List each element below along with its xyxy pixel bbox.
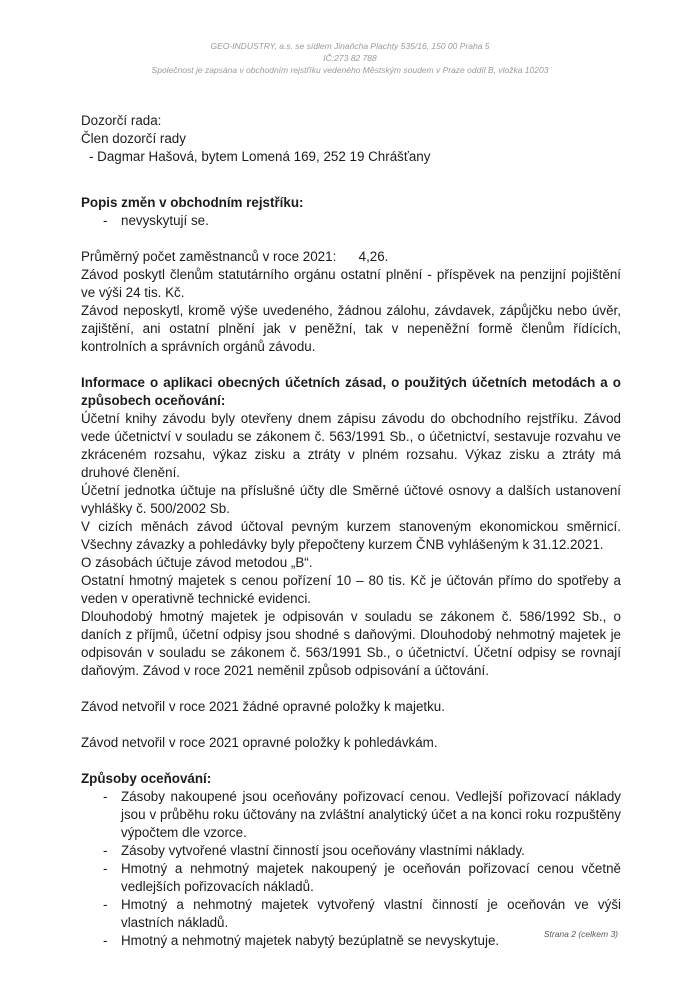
valuation-item — [81, 788, 621, 842]
principles-paragraph-accounts: Účetní jednotka účtuje na příslušné účty dle Směrné účtové osnovy a dalších ustanovení vyhlášky č. 500/2002 Sb. — [81, 483, 621, 516]
valuation-item-text: Hmotný a nehmotný majetek nakoupený je oceňován pořizovací cenou včetně vedlejších pořizovacích nákladů. — [121, 861, 621, 894]
principles-paragraph-depreciation: Dlouhodobý hmotný majetek je odpisován v souladu se zákonem č. 586/1992 Sb., o daních z příjmů, účetní odpisy jsou shodné s daňovými. Dlouhodobý nehmotný majetek je odpisován v souladu se zákonem č. 563/1991 Sb., o účetnictví. Účetní odpisy se rovnají daňovým. Závod v roce 2021 neměnil způsob odpisování a účtování. — [81, 609, 621, 678]
dash-bullet: - — [103, 933, 108, 948]
valuation-item — [81, 932, 621, 950]
document-body — [81, 112, 621, 950]
valuation-item — [81, 860, 621, 896]
page-number: Strana 2 (celkem 3) — [543, 929, 618, 939]
valuation-item-text: Hmotný a nehmotný majetek nabytý bezúplatně se nevyskytuje. — [121, 933, 500, 948]
registry-item — [81, 212, 621, 230]
valuation-item-text: Zásoby nakoupené jsou oceňovány pořizovací cenou. Vedlejší pořizovací náklady jsou v průběhu roku účtovány na zvláštní analytický účet a na konci roku rozpuštěny výpočtem dle vzorce. — [121, 789, 621, 840]
statutory-benefit-paragraph: Závod poskytl členům statutárního orgánu ostatní plnění - příspěvek na penzijní pojištění ve výši 24 tis. Kč. — [81, 267, 621, 300]
valuation-heading: Způsoby oceňování: — [81, 771, 212, 786]
principles-paragraph-currency: V cizích měnách závod účtoval pevným kurzem stanoveným ekonomickou směrnicí. Všechny závazky a pohledávky byly přepočteny kurzem ČNB vyhlášeným k 31.12.2021. — [81, 519, 621, 552]
header-line-id: IČ:273 82 788 — [323, 53, 377, 63]
company-header — [0, 40, 700, 76]
header-line-company: GEO-INDUSTRY, a.s. se sídlem Jinaňcha Plachty 535/16, 150 00 Praha 5 — [210, 41, 490, 51]
dash-bullet: - — [103, 843, 108, 858]
registry-heading: Popis změn v obchodním rejstříku: — [81, 195, 304, 210]
dash-bullet: - — [103, 897, 108, 912]
board-member-title: Člen dozorčí rady — [81, 131, 186, 146]
dash-bullet: - — [103, 861, 108, 876]
dash-bullet: - — [103, 213, 108, 228]
principles-paragraph-small-assets: Ostatní hmotný majetek s cenou pořízení 10 – 80 tis. Kč je účtován přímo do spotřeby a veden v operativně technické evidenci. — [81, 573, 621, 606]
board-member: - Dagmar Hašová, bytem Lomená 169, 252 19 Chrášťany — [89, 149, 431, 164]
valuation-item-text: Zásoby vytvořené vlastní činností jsou oceňovány vlastními náklady. — [121, 843, 525, 858]
principles-paragraph-books: Účetní knihy závodu byly otevřeny dnem zápisu závodu do obchodního rejstříku. Závod vede účetnictví v souladu se zákonem č. 563/1991 Sb., o účetnictví, sestavuje rozvahu ve zkráceném rozsahu, výkaz zisku a ztráty v plném rozsahu. Výkaz zisku a ztráty má druhové členění. — [81, 411, 621, 480]
valuation-item-text: Hmotný a nehmotný majetek vytvořený vlastní činností je oceňován ve výši vlastních nákladů. — [121, 897, 621, 930]
no-loans-paragraph: Závod neposkytl, kromě výše uvedeného, žádnou zálohu, závdavek, zápůjčku nebo úvěr, zajištění, ani ostatní plnění jak v peněžní, tak v nepeněžní formě členům řídících, kontrolních a správních orgánů závodu. — [81, 303, 621, 354]
valuation-item — [81, 842, 621, 860]
registry-item-text: nevyskytují se. — [121, 213, 209, 228]
dash-bullet: - — [103, 789, 108, 804]
principles-paragraph-inventory: O zásobách účtuje závod metodou „B“. — [81, 555, 313, 570]
provisions-receivables: Závod netvořil v roce 2021 opravné položky k pohledávkám. — [81, 735, 438, 750]
header-line-registry: Společnost je zapsána v obchodním rejstříku vedeného Městským soudem v Praze oddíl B, vložka 10203 — [151, 65, 549, 75]
valuation-item — [81, 896, 621, 932]
board-title: Dozorčí rada: — [81, 113, 162, 128]
employee-count: Průměrný počet zaměstnanců v roce 2021: 4,26. — [81, 249, 389, 264]
provisions-assets: Závod netvořil v roce 2021 žádné opravné položky k majetku. — [81, 699, 445, 714]
principles-heading: Informace o aplikaci obecných účetních zásad, o použitých účetních metodách a o způsobech oceňování: — [81, 375, 621, 408]
